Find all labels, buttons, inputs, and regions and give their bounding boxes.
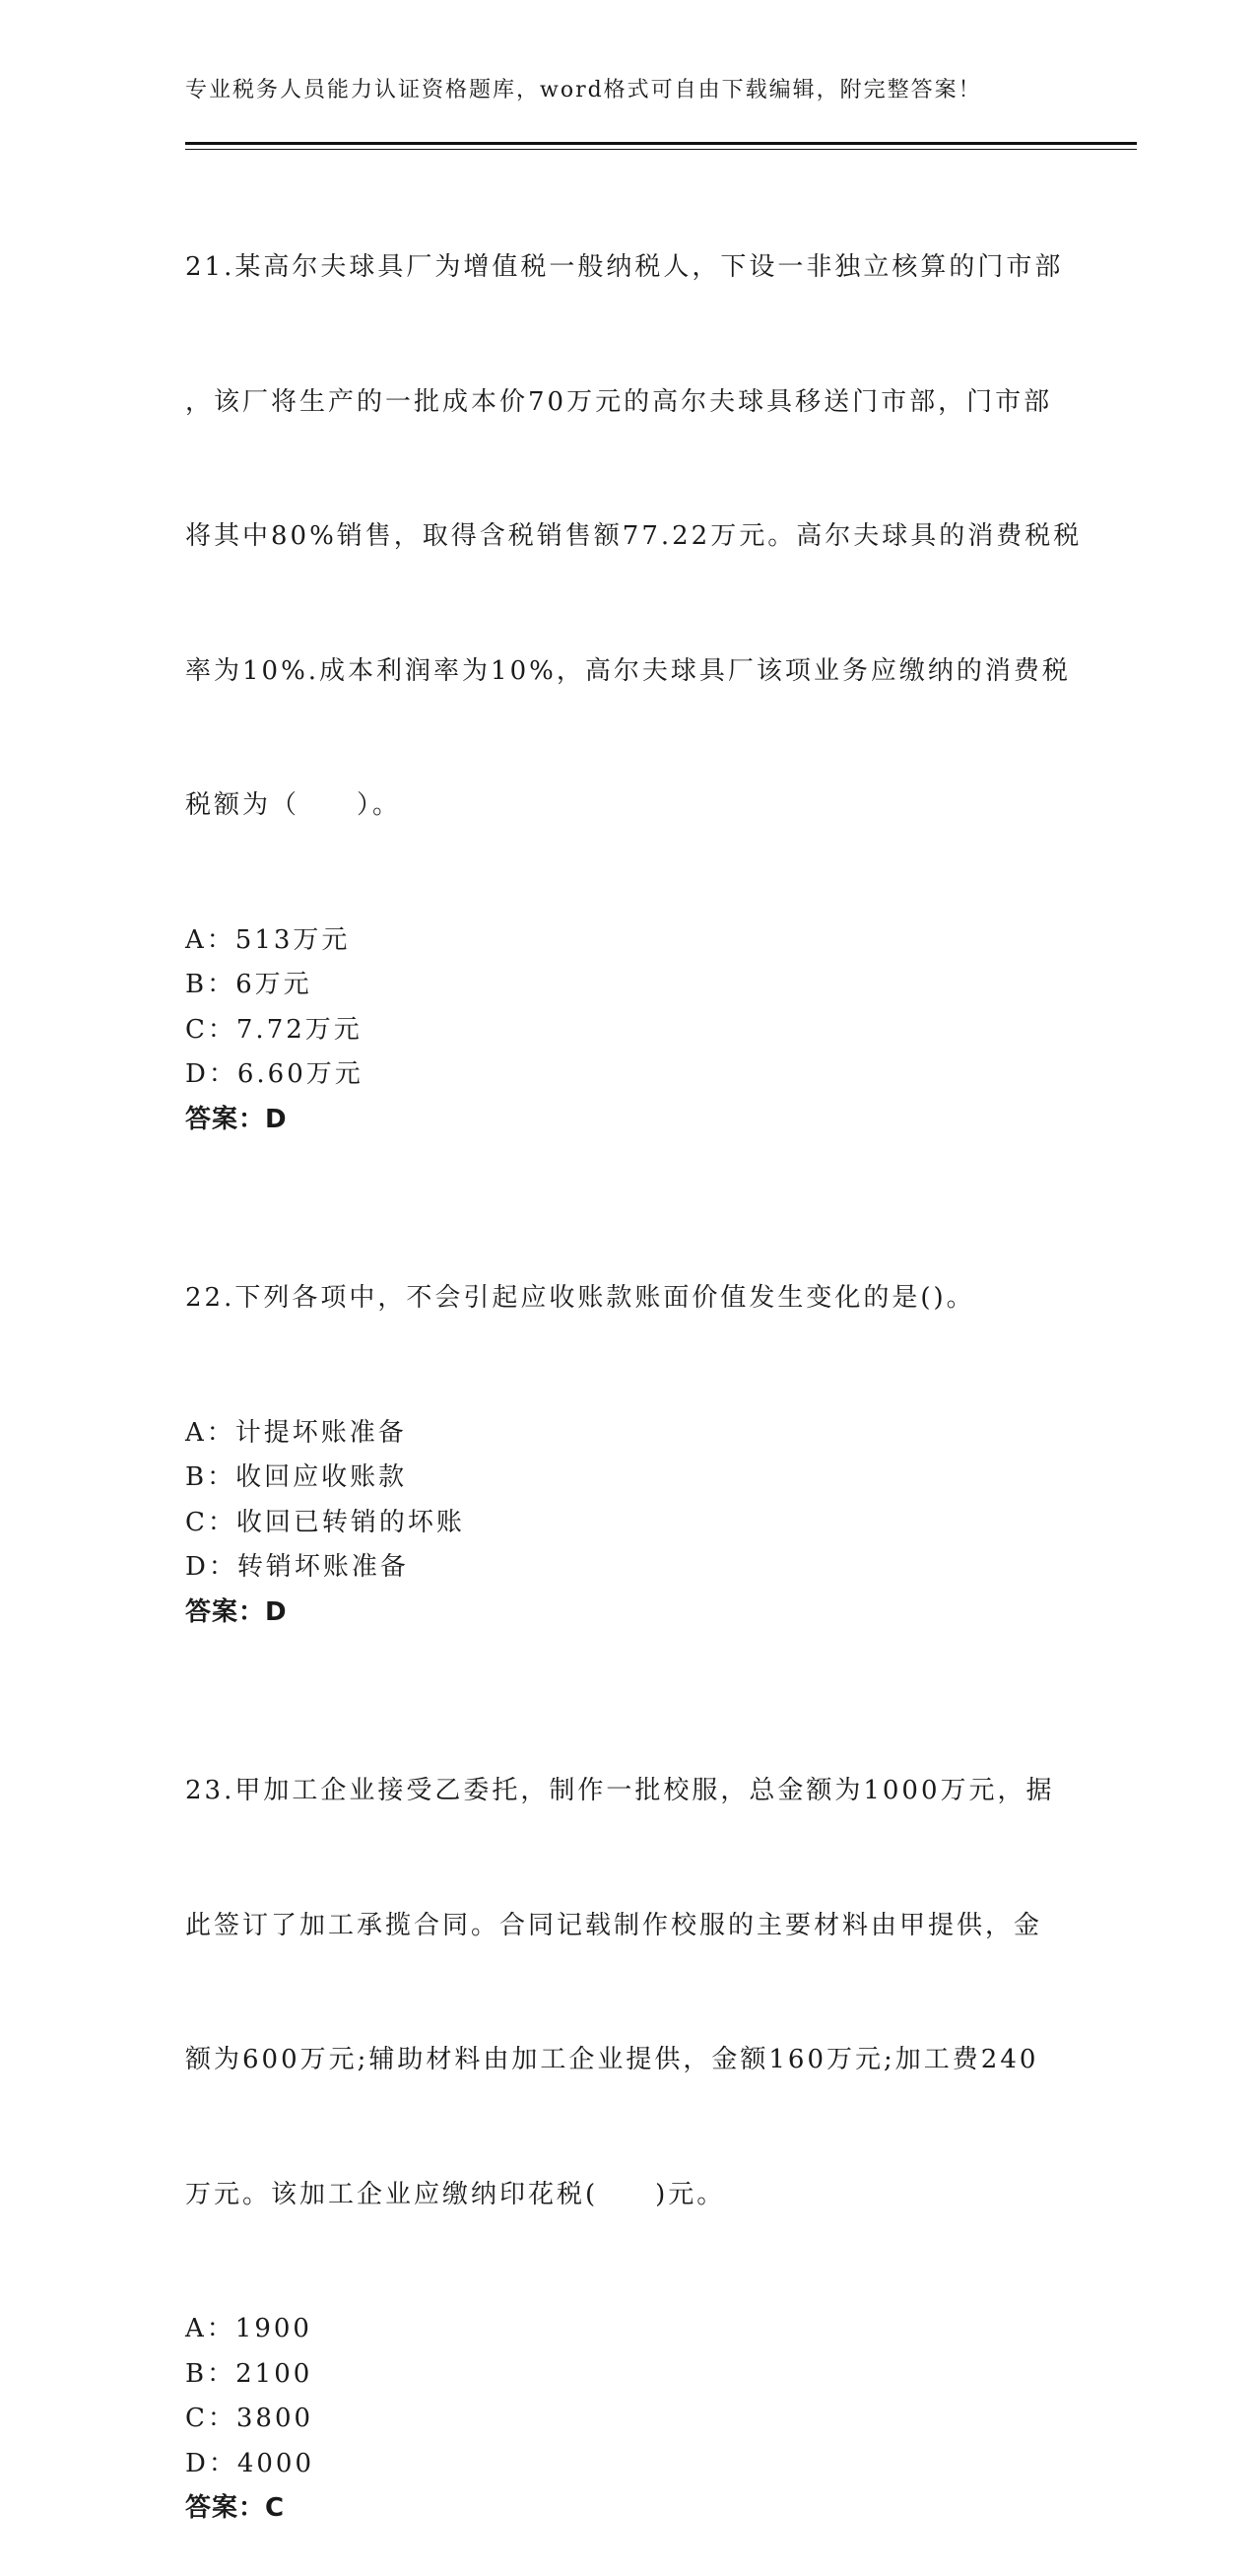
option-c: C：3800 [185,2404,314,2433]
stem-line: ，该厂将生产的一批成本价70万元的高尔夫球具移送门市部，门市部 [185,386,1053,417]
header-rule-thin [185,149,1137,150]
answer-label: 答案：D [185,1104,288,1134]
option-a: A：1900 [185,2314,312,2343]
option-a: A：513万元 [185,924,351,955]
option-a: A：计提坏账准备 [185,1417,407,1448]
option-d: D：转销坏账准备 [185,1552,409,1582]
question-stem [185,156,1083,918]
page-header: 专业税务人员能力认证资格题库，word格式可自由下载编辑，附完整答案！ [185,78,982,102]
stem-line: 额为600万元;辅助材料由加工企业提供，金额160万元;加工费240 [185,2045,1039,2074]
option-c: C：收回已转销的坏账 [185,1507,465,1537]
question-21 [185,156,1083,1142]
question-stem [185,1679,1072,2307]
stem-line: 率为10%.成本利润率为10%，高尔夫球具厂该项业务应缴纳的消费税 [185,655,1071,686]
option-b: B：2100 [185,2358,313,2389]
question-22 [185,1186,1072,1635]
header-rule-thick [185,142,1137,145]
question-23 [185,1679,1072,2532]
question-stem [185,1186,1072,1411]
stem-line: 21.某高尔夫球具厂为增值税一般纳税人，下设一非独立核算的门市部 [185,252,1064,282]
stem-line: 将其中80%销售，取得含税销售额77.22万元。高尔夫球具的消费税税 [185,521,1083,551]
option-d: D：6.60万元 [185,1059,364,1089]
stem-line: 税额为（ ）。 [185,790,402,820]
stem-line: 22.下列各项中，不会引起应收账款账面价值发生变化的是()。 [185,1283,975,1313]
option-d: D：4000 [185,2448,315,2478]
stem-line: 万元。该加工企业应缴纳印花税( )元。 [185,2179,726,2209]
stem-line: 此签订了加工承揽合同。合同记载制作校服的主要材料由甲提供，金 [185,1910,1043,1940]
answer-label: 答案：D [185,1596,288,1627]
question-list [185,156,1083,2576]
option-c: C：7.72万元 [185,1014,363,1045]
answer-label: 答案：C [185,2493,286,2523]
stem-line: 23.甲加工企业接受乙委托，制作一批校服，总金额为1000万元，据 [185,1776,1055,1805]
option-b: B：收回应收账款 [185,1462,408,1492]
option-b: B：6万元 [185,970,312,999]
